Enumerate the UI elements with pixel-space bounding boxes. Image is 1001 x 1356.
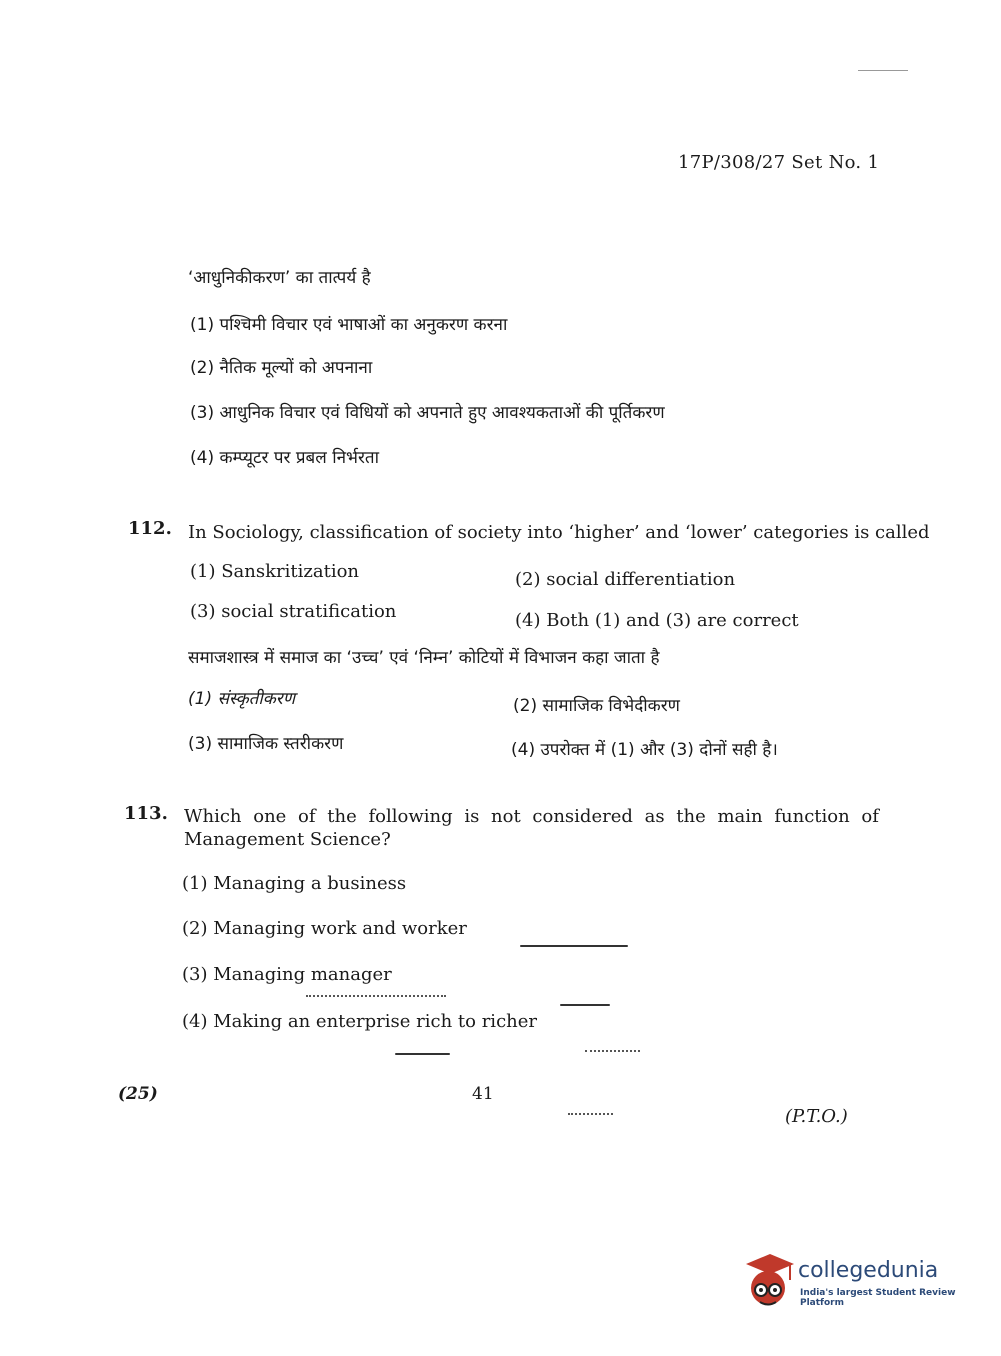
q111-hindi-stem: ‘आधुनिकीकरण’ का तात्पर्य है (188, 268, 371, 288)
q112-option-2: (2) social differentiation (515, 569, 736, 590)
scan-mark (520, 945, 628, 947)
q113-option-2: (2) Managing work and worker (182, 918, 467, 939)
q112-number: 112. (128, 518, 172, 539)
q112-option-3: (3) social stratification (190, 601, 397, 622)
scan-mark (395, 1053, 450, 1055)
q111-hindi-option-1: (1) पश्चिमी विचार एवं भाषाओं का अनुकरण करना (190, 315, 508, 335)
collegedunia-logo (740, 1250, 970, 1312)
q112-stem: In Sociology, classification of society into ‘higher’ and ‘lower’ categories is called (188, 522, 930, 543)
q112-hindi-option-1: (1) संस्कृतीकरण (188, 689, 296, 709)
q113-stem-line2: Management Science? (184, 829, 391, 850)
q112-hindi-option-2: (2) सामाजिक विभेदीकरण (513, 696, 680, 716)
logo-tagline: India's largest Student Review Platform (800, 1288, 956, 1308)
mascot-icon (740, 1250, 796, 1312)
q111-hindi-option-2: (2) नैतिक मूल्यों को अपनाना (190, 358, 373, 378)
scan-mark (568, 1113, 613, 1115)
q112-hindi-stem: समाजशास्त्र में समाज का ‘उच्च’ एवं ‘निम्न’ कोटियों में विभाजन कहा जाता है (188, 648, 660, 668)
q113-number: 113. (124, 803, 168, 824)
please-turn-over: (P.T.O.) (785, 1106, 848, 1127)
top-rule (858, 70, 908, 71)
q111-hindi-option-4: (4) कम्प्यूटर पर प्रबल निर्भरता (190, 448, 380, 468)
q113-option-1: (1) Managing a business (182, 873, 407, 894)
scan-mark (585, 1050, 640, 1052)
page-number: 41 (472, 1084, 494, 1104)
q112-hindi-option-3: (3) सामाजिक स्तरीकरण (188, 734, 344, 754)
logo-wordmark: collegedunia (798, 1258, 939, 1283)
q113-stem-line1: Which one of the following is not considered as the main function of (184, 806, 879, 827)
page-code: (25) (118, 1084, 158, 1104)
q113-option-4: (4) Making an enterprise rich to richer (182, 1011, 537, 1032)
q112-option-4: (4) Both (1) and (3) are correct (515, 610, 799, 631)
scan-mark (306, 995, 446, 997)
q113-option-3: (3) Managing manager (182, 964, 392, 985)
q112-hindi-option-4: (4) उपरोक्त में (1) और (3) दोनों सही है। (511, 740, 778, 760)
q112-option-1: (1) Sanskritization (190, 561, 360, 582)
scan-mark (560, 1004, 610, 1006)
set-number: 17P/308/27 Set No. 1 (678, 152, 880, 173)
q111-hindi-option-3: (3) आधुनिक विचार एवं विधियों को अपनाते हुए आवश्यकताओं की पूर्तिकरण (190, 403, 665, 423)
